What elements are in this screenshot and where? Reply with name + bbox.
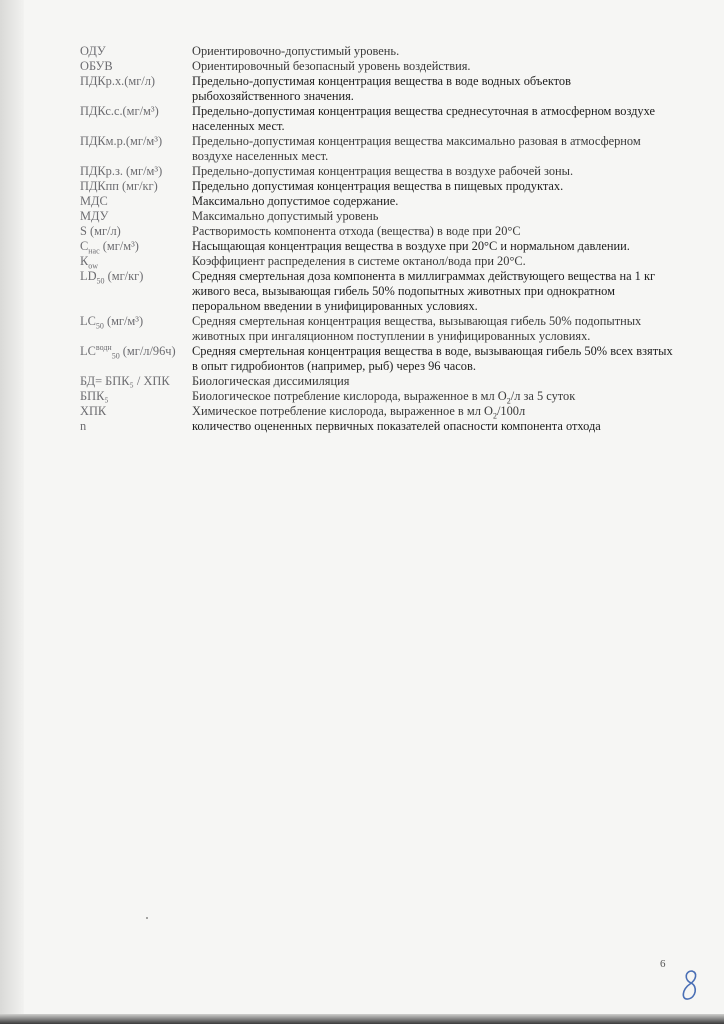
- term-rest: (мг/кг): [104, 269, 144, 283]
- abbreviation-definition: Средняя смертельная концентрация вещества, вызывающая гибель 50% подопытных животных при ингаляционном поступлении в унифицированных условиях.: [192, 314, 642, 343]
- abbreviation-row: [80, 194, 680, 209]
- abbreviation-row: [80, 44, 680, 59]
- abbreviation-row: [80, 254, 680, 269]
- abbreviation-definition: Насыщающая концентрация вещества в воздухе при 20°С и нормальном давлении.: [192, 239, 630, 253]
- term-main: С: [80, 239, 89, 253]
- abbreviation-row: [80, 134, 680, 164]
- definition-subscript: 2: [506, 396, 511, 406]
- abbreviation-term: [80, 269, 192, 284]
- abbreviation-term: МДС: [80, 194, 108, 208]
- abbreviation-term: МДУ: [80, 209, 109, 223]
- abbreviation-term: БД= БПК₅ / ХПК: [80, 374, 170, 388]
- abbreviation-definition: Ориентировочный безопасный уровень воздействия.: [192, 59, 471, 73]
- abbreviation-term: ПДКр.з. (мг/м³): [80, 164, 163, 178]
- abbreviation-definition: Предельно-допустимая концентрация вещества среднесуточная в атмосферном воздухе населенных мест.: [192, 104, 656, 133]
- abbreviation-definition: Биологическая диссимиляция: [192, 374, 350, 388]
- abbreviation-row: [80, 164, 680, 179]
- abbreviation-term: S (мг/л): [80, 224, 121, 238]
- definition-rest: /л за 5 суток: [510, 389, 576, 403]
- abbreviation-term: ПДКр.х.(мг/л): [80, 74, 156, 88]
- abbreviation-definition: Растворимость компонента отхода (вещества) в воде при 20°С: [192, 224, 521, 238]
- term-main: LD: [80, 269, 97, 283]
- term-subscript: нас: [88, 246, 100, 256]
- page-number: 6: [660, 958, 666, 970]
- abbreviation-definition: Предельно-допустимая концентрация вещества в воздухе рабочей зоны.: [192, 164, 574, 178]
- handwritten-page-mark: [678, 968, 702, 1004]
- abbreviation-definition: Максимально допустимый уровень: [192, 209, 379, 223]
- scan-speck: [146, 917, 148, 919]
- abbreviation-term: ПДКпп (мг/кг): [80, 179, 158, 193]
- term-subscript: 50: [96, 276, 105, 286]
- definition-subscript: 2: [492, 411, 497, 421]
- abbreviation-row: [80, 74, 680, 104]
- abbreviation-definition: Средняя смертельная доза компонента в миллиграммах действующего вещества на 1 кг живого веса, вызывающая гибель 50% подопытных животных при однократном пероральном введении в унифицированных условиях.: [192, 269, 656, 313]
- abbreviation-term: ОДУ: [80, 44, 106, 58]
- abbreviation-row: [80, 104, 680, 134]
- abbreviation-definition: Средняя смертельная концентрация вещества в воде, вызывающая гибель 50% всех взятых в опыт гидробионтов (например, рыб) через 96 часов.: [192, 344, 673, 373]
- term-rest: (мг/л/96ч): [119, 344, 176, 358]
- abbreviation-definition: Предельно допустимая концентрация вещества в пищевых продуктах.: [192, 179, 564, 193]
- term-subscript: 50: [111, 351, 120, 361]
- definition-main: Химическое потребление кислорода, выраженное в мл О: [192, 404, 493, 418]
- abbreviation-row: [80, 344, 680, 374]
- abbreviation-definition: количество оцененных первичных показателей опасности компонента отхода: [192, 419, 601, 433]
- term-main: К: [80, 254, 89, 268]
- term-superscript: водн: [95, 342, 112, 352]
- abbreviation-row: [80, 209, 680, 224]
- abbreviation-term: БПК₅: [80, 389, 109, 403]
- abbreviation-term: [80, 254, 192, 269]
- abbreviation-definition: Максимально допустимое содержание.: [192, 194, 399, 208]
- abbreviation-row: [80, 314, 680, 344]
- abbreviation-term: n: [80, 419, 87, 433]
- abbreviation-row: [80, 374, 680, 389]
- abbreviation-row: [80, 179, 680, 194]
- term-main: LC: [80, 344, 96, 358]
- abbreviation-term: [80, 344, 192, 359]
- abbreviation-row: [80, 419, 680, 434]
- term-main: LC: [80, 314, 96, 328]
- abbreviation-term: [80, 239, 192, 254]
- abbreviation-row: [80, 269, 680, 314]
- abbreviation-row: [80, 224, 680, 239]
- term-subscript: ow: [88, 261, 99, 271]
- abbreviation-list: [80, 44, 680, 434]
- abbreviation-definition: Ориентировочно-допустимый уровень.: [192, 44, 400, 58]
- scan-bottom-edge: [0, 1014, 724, 1024]
- binding-shadow: [0, 0, 24, 1024]
- term-rest: (мг/м³): [99, 239, 139, 253]
- definition-rest: /100л: [496, 404, 526, 418]
- abbreviation-row: [80, 239, 680, 254]
- definition-main: Биологическое потребление кислорода, выраженное в мл О: [192, 389, 507, 403]
- abbreviation-row: [80, 389, 680, 404]
- term-subscript: 50: [95, 321, 104, 331]
- abbreviation-term: ПДКм.р.(мг/м³): [80, 134, 163, 148]
- abbreviation-row: [80, 59, 680, 74]
- abbreviation-definition: Предельно-допустимая концентрация вещества в воде водных объектов рыбохозяйственного значения.: [192, 74, 571, 103]
- abbreviation-row: [80, 404, 680, 419]
- term-rest: (мг/м³): [103, 314, 144, 328]
- abbreviation-term: ХПК: [80, 404, 107, 418]
- abbreviation-definition: Коэффициент распределения в системе октанол/вода при 20°С.: [192, 254, 526, 268]
- abbreviation-term: ПДКс.с.(мг/м³): [80, 104, 159, 118]
- abbreviation-definition: [192, 389, 678, 404]
- abbreviation-term: ОБУВ: [80, 59, 113, 73]
- abbreviation-term: [80, 314, 192, 329]
- abbreviation-definition: Предельно-допустимая концентрация вещества максимально разовая в атмосферном воздухе населенных мест.: [192, 134, 641, 163]
- abbreviation-definition: [192, 404, 678, 419]
